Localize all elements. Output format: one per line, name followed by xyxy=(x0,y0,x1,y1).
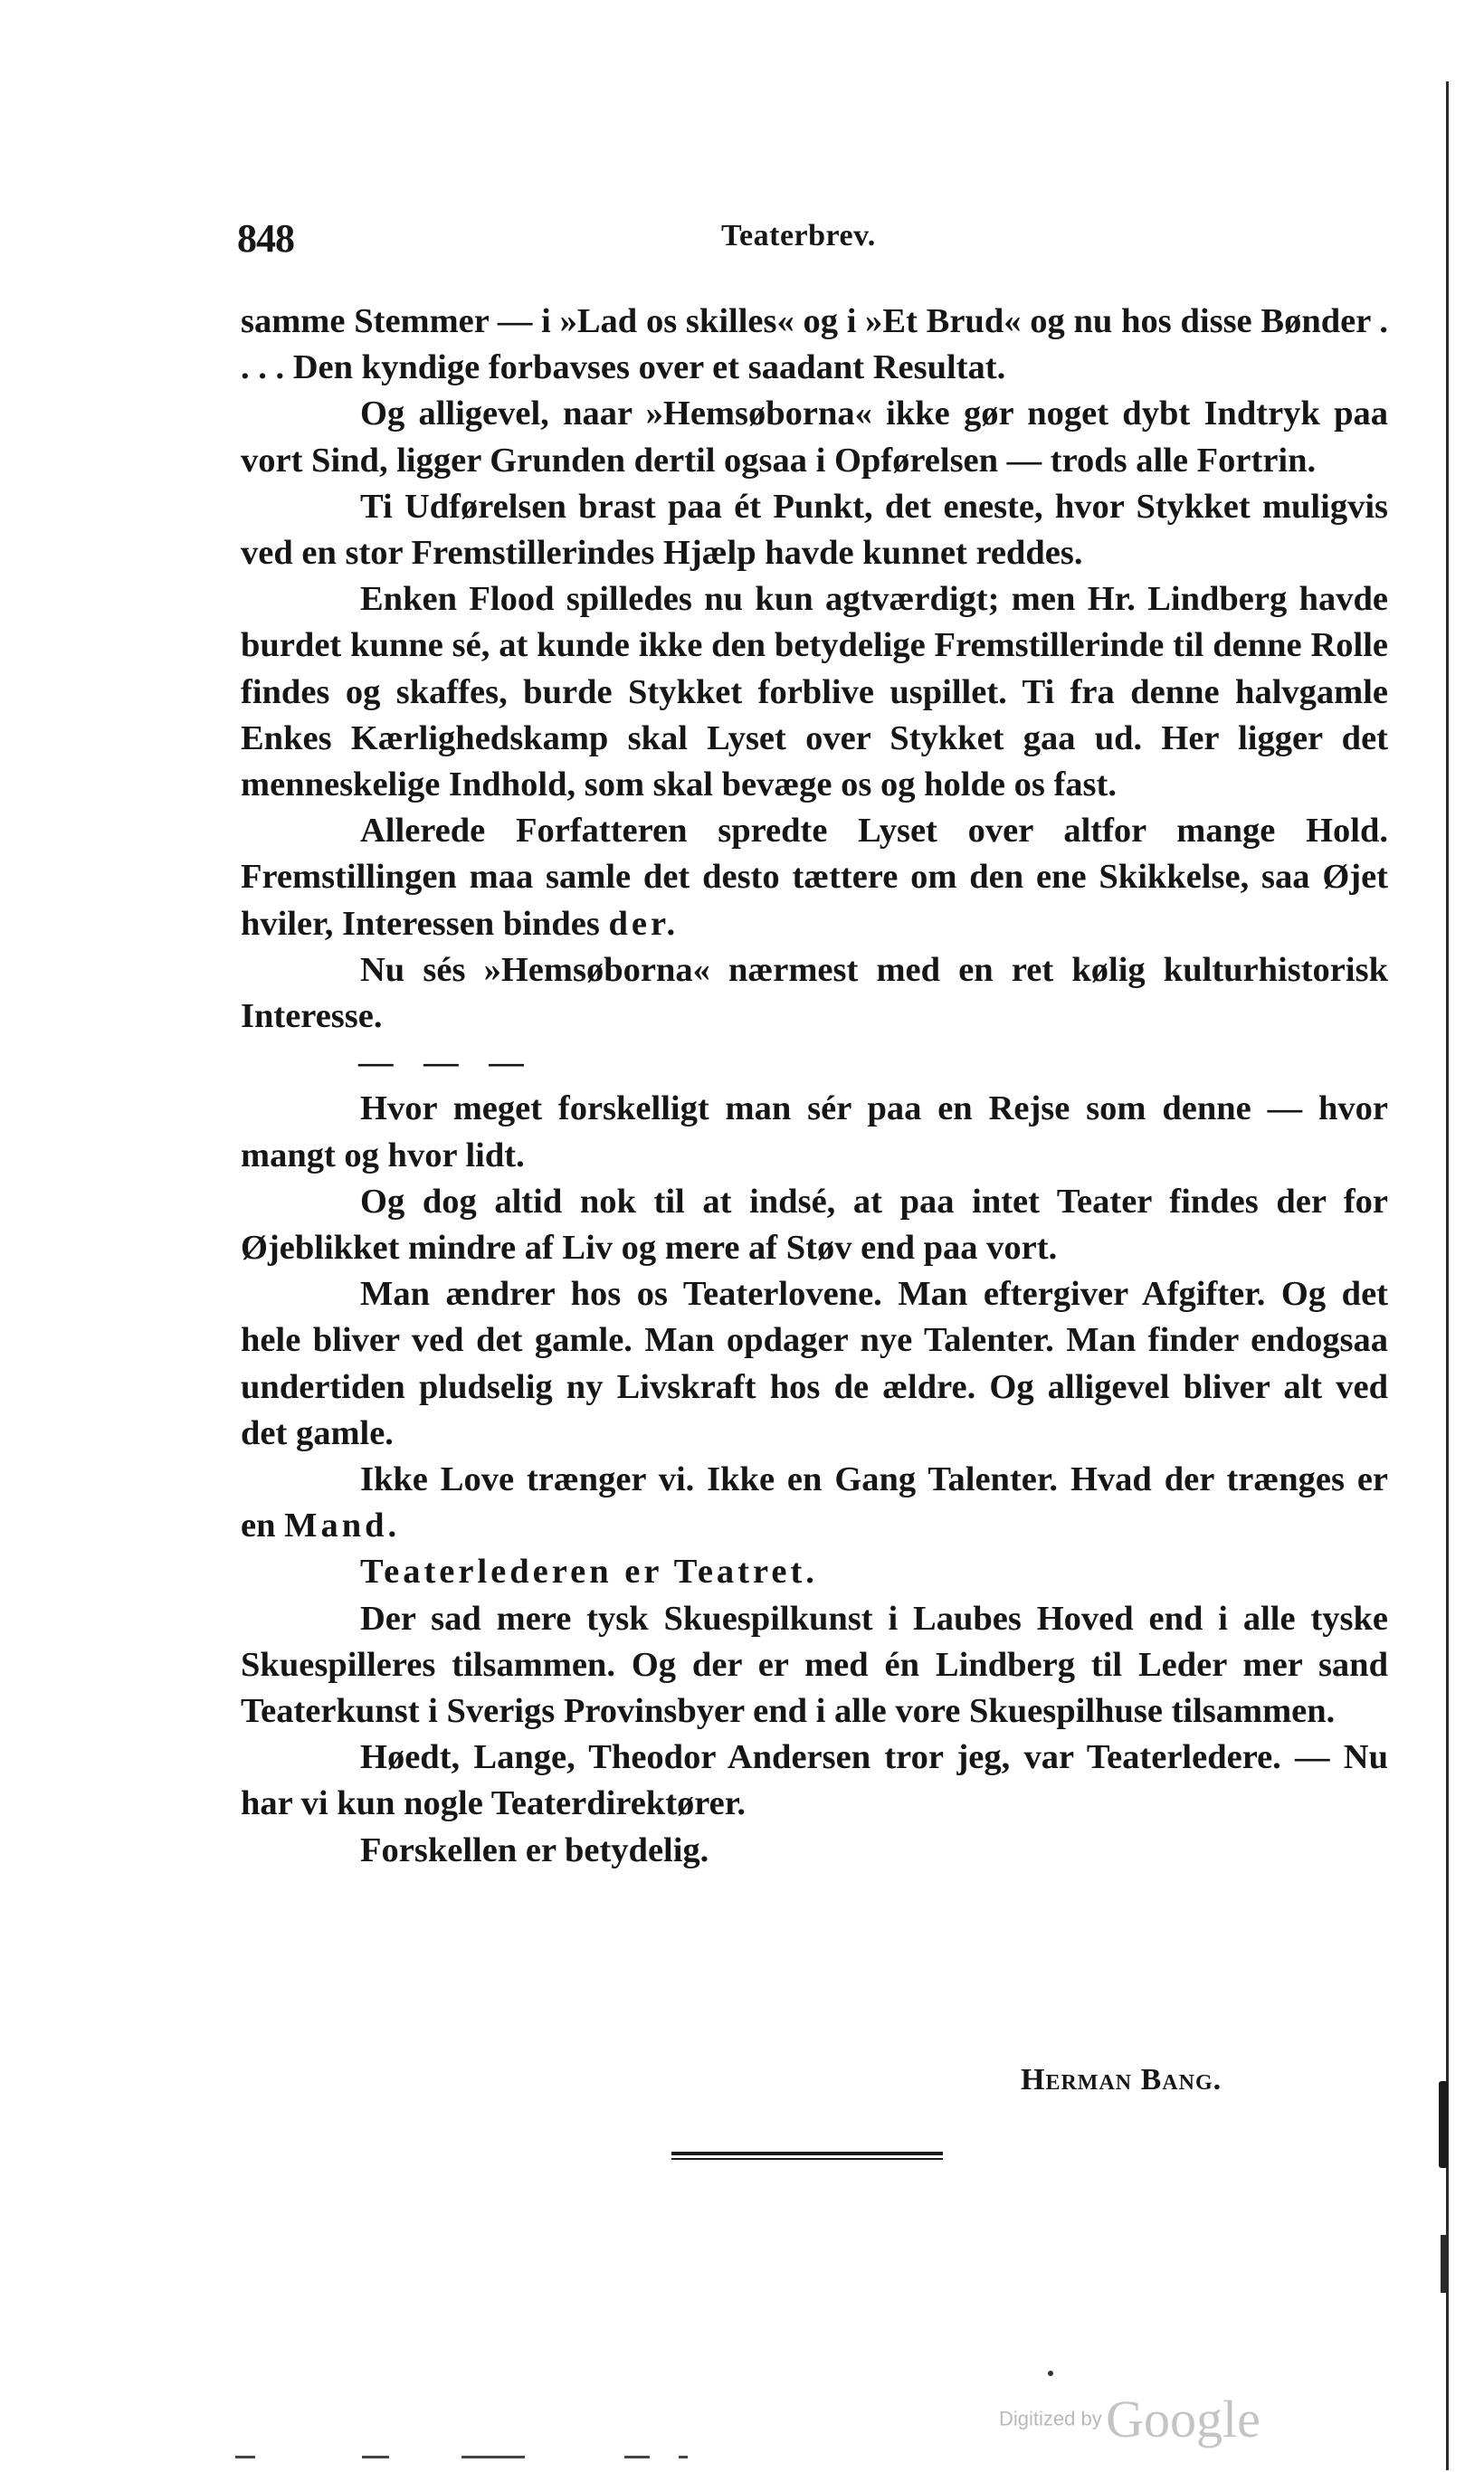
emphasized-sentence: Teaterlederen er Teatret. xyxy=(360,1553,818,1592)
paragraph: Og dog altid nok til at indsé, at paa intet Teater findes der for Øjeblikket mindre af Liv og mere af Støv end paa vort. xyxy=(241,1182,1388,1268)
paragraph xyxy=(241,1549,1388,1595)
scan-footer-marks xyxy=(235,2456,742,2461)
author-signature: Herman Bang. xyxy=(1021,2063,1222,2096)
paragraph: Man ændrer hos os Teaterlovene. Man eftergiver Afgifter. Og det hele bliver ved det gamle. Man opdager nye Talenter. Man finder endogsaa undertiden pludselig ny Livskraft hos de ældre. Og alligevel bliver alt ved det gamle. xyxy=(241,1275,1388,1452)
paragraph: Ikke Love trænger vi. Ikke en Gang Talenter. Hvad der trænges er en Mand. xyxy=(241,1460,1388,1545)
paragraph: Forskellen er betydelig. xyxy=(360,1830,709,1869)
paragraph: Og alligevel, naar »Hemsøborna« ikke gør noget dybt Indtryk paa vort Sind, ligger Grunden dertil ogsaa i Opførelsen — trods alle Fortrin. xyxy=(241,395,1388,480)
page-header xyxy=(237,215,1388,270)
page-edge-mark xyxy=(1441,2235,1448,2293)
running-title: Teaterbrev. xyxy=(721,219,876,252)
paragraph: Ti Udførelsen brast paa ét Punkt, det eneste, hvor Stykket muligvis ved en stor Fremstillerindes Hjælp havde kunnet reddes. xyxy=(241,487,1388,573)
end-rule-divider xyxy=(671,2152,943,2163)
watermark-label: Digitized by xyxy=(999,2407,1102,2430)
paragraph: Nu sés »Hemsøborna« nærmest med en ret kølig kulturhistorisk Interesse. xyxy=(241,950,1388,1036)
paragraph: Allerede Forfatteren spredte Lyset over altfor mange Hold. Fremstillingen maa samle det desto tættere om den ene Skikkelse, saa Øjet hviler, Interessen bindes der. xyxy=(241,812,1388,943)
paragraph: Høedt, Lange, Theodor Andersen tror jeg, var Teaterledere. — Nu har vi kun nogle Teaterdirektører. xyxy=(241,1738,1388,1823)
paragraph: samme Stemmer — i »Lad os skilles« og i »Et Brud« og nu hos disse Bønder . . . . Den kyndige forbavses over et saadant Resultat. xyxy=(241,302,1388,387)
emphasized-word: der. xyxy=(608,904,680,943)
digitized-watermark xyxy=(999,2389,1260,2449)
scan-speck xyxy=(1048,2371,1053,2376)
page-number: 848 xyxy=(237,216,294,261)
page-edge-mark xyxy=(1439,2081,1448,2168)
paragraph: Hvor meget forskelligt man sér paa en Rejse som denne — hvor mangt og hvor lidt. xyxy=(241,1089,1388,1174)
section-break: — — — xyxy=(358,1043,535,1082)
body-text xyxy=(241,299,1388,1874)
emphasized-word: Mand. xyxy=(284,1507,401,1545)
watermark-brand-logo: Google xyxy=(1106,2390,1260,2448)
paragraph: Der sad mere tysk Skuespilkunst i Laubes Hoved end i alle tyske Skuespilleres tilsammen. Og der er med én Lindberg til Leder mer sand Teaterkunst i Sverigs Provinsbyer end i alle vore Skuespilhuse tilsammen. xyxy=(241,1599,1388,1731)
paragraph: Enken Flood spilledes nu kun agtværdigt; men Hr. Lindberg havde burdet kunne sé, at kunde ikke den betydelige Fremstillerinde til denne Rolle findes og skaffes, burde Stykket forblive uspillet. Ti fra denne halvgamle Enkes Kærlighedskamp skal Lyset over Stykket gaa ud. Her ligger det menneskelige Indhold, som skal bevæge os og holde os fast. xyxy=(241,580,1388,804)
